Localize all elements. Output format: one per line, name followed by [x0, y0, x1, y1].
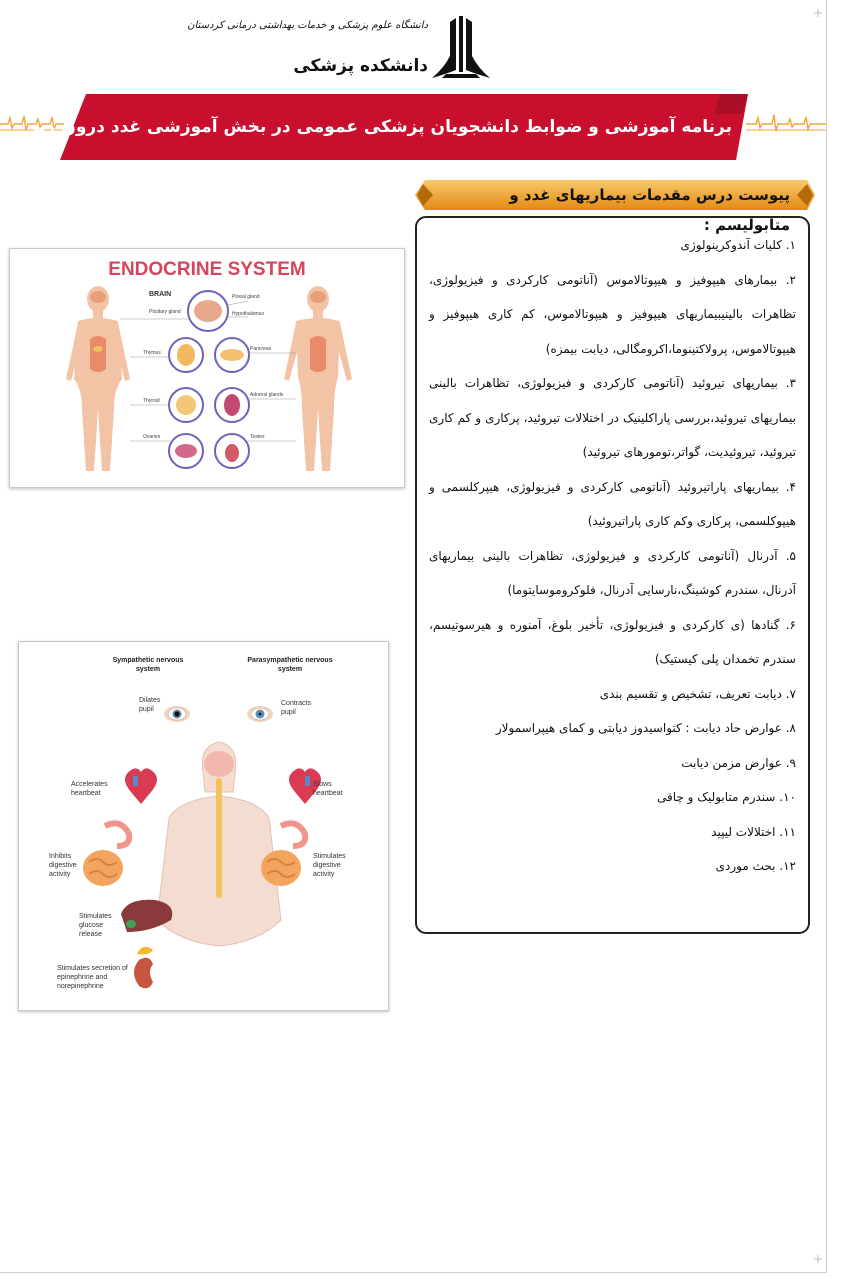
ecg-line-right	[746, 110, 826, 134]
list-item: ۸. عوارض حاد دیابت : کتواسیدوز دیابتی و کمای هیپراسمولار	[495, 721, 796, 735]
list-item: ۲. بیمارهای هیپوفیز و هیپوتالاموس (آناتومی کارکردی و فیزیولوژی، تظاهرات بالینیبیماریهای هیپوفیز و هیپوتالاموس، کم کاری هیپوفیز و هیپوتالاموس، پرولاکتینوما،اکرومگالی، دیابت بیمزه)	[429, 272, 796, 356]
list-item: ۵. آدرنال (آناتومی کارکردی و فیزیولوژی، تظاهرات بالینی بیماریهای آدرنال، سندرم کوشینگ،نارسایی آدرنال، فلوکروموسایتوما)	[429, 548, 796, 597]
list-item: ۱۱. اختلالات لیپید	[711, 824, 796, 839]
university-name: دانشگاه علوم پزشکی و خدمات بهداشتی درمانی کردستان	[187, 20, 428, 31]
list-item: ۴. بیماریهای پاراتیروئید (آناتومی کارکردی و فیزیولوژی، هیپرکلسمی و هیپوکلسمی، پرکاری وکم کاری پاراتیروئید)	[429, 479, 796, 528]
syllabus-list	[417, 218, 808, 884]
list-item: ۱۲. بحث موردی	[715, 859, 796, 873]
organ-label: Thyroid	[143, 398, 160, 404]
heart-icon	[125, 768, 157, 804]
endocrine-illustration	[10, 249, 404, 487]
list-item: ۶. گنادها (ی کارکردی و فیزیولوژی، تأخیر بلوغ، آمنوره و هیرسوتیسم، سندرم تخمدان پلی کیستیک)	[429, 617, 796, 666]
contracts-pupil-label: Contracts pupil	[281, 700, 311, 716]
university-emblem-icon	[430, 16, 492, 80]
sympathetic-title: Sympathetic nervous system	[112, 657, 184, 673]
crop-mark-bottom: +	[813, 1252, 824, 1266]
endocrine-system-figure	[9, 248, 405, 488]
faculty-logo	[187, 14, 502, 84]
slows-heartbeat-label: Slows heartbeat	[313, 781, 343, 797]
organ-label: Hypothalamus	[232, 311, 264, 317]
dilates-pupil-label: Dilates pupil	[139, 697, 161, 713]
organ-label: Thymus	[143, 350, 161, 356]
autonomic-nervous-system-figure	[18, 641, 389, 1011]
document-title: برنامه آموزشی و ضوابط دانشجویان پزشکی عمومی در بخش آموزشی غدد درون ریز	[28, 117, 732, 137]
list-item: ۱. کلیات آندوکرینولوژی	[680, 238, 796, 252]
endocrine-figure-title: ENDOCRINE SYSTEM	[108, 259, 306, 280]
syllabus-box	[415, 216, 810, 934]
list-item: ۹. عوارض مزمن دیابت	[681, 755, 796, 770]
list-item: ۱۰. سندرم متابولیک و چاقی	[656, 790, 796, 804]
list-item: ۳. بیماریهای تیروئید (آناتومی کارکردی و فیزیولوژی، تظاهرات بالینی بیماریهای تیروئید،بررسی پاراکلینیک در اختلالات تیروئید، پرکاری و کم کاری تیروئید، تیروئیدیت، گواتر،تومورهای تیروئید)	[429, 376, 796, 459]
nervous-system-illustration	[19, 642, 388, 1010]
eye-icon	[247, 706, 273, 722]
organ-label: Pancreas	[250, 346, 272, 352]
parasympathetic-title: Parasympathetic nervous system	[247, 657, 333, 673]
stimulates-digestive-label: Stimulates digestive activity	[313, 853, 346, 878]
accelerates-heartbeat-label: Accelerates heartbeat	[71, 781, 108, 797]
crop-mark-top: +	[813, 6, 824, 20]
glucose-release-label: Stimulates glucose release	[79, 913, 112, 938]
list-item: ۷. دیابت تعریف، تشخیص و تقسیم بندی	[599, 686, 796, 701]
organ-label: Pituitary gland	[149, 309, 181, 315]
organ-label: Testes	[250, 434, 265, 440]
brain-label: BRAIN	[149, 291, 172, 298]
organ-label: Ovaries	[143, 434, 161, 440]
male-body-icon	[284, 286, 352, 471]
female-body-icon	[66, 286, 130, 471]
section-title: پیوست درس مقدمات بیماریهای غدد و متابولیسم :	[509, 186, 790, 234]
inhibits-digestive-label: Inhibits digestive activity	[49, 853, 77, 878]
kidney-icon	[134, 947, 153, 988]
epinephrine-label: Stimulates secretion of epinephrine and norepinephrine	[57, 965, 128, 990]
organ-label: Adrenal glands	[250, 392, 284, 398]
faculty-name: دانشکده پزشکی	[293, 56, 428, 76]
organ-label: Pineal gland	[232, 294, 260, 300]
